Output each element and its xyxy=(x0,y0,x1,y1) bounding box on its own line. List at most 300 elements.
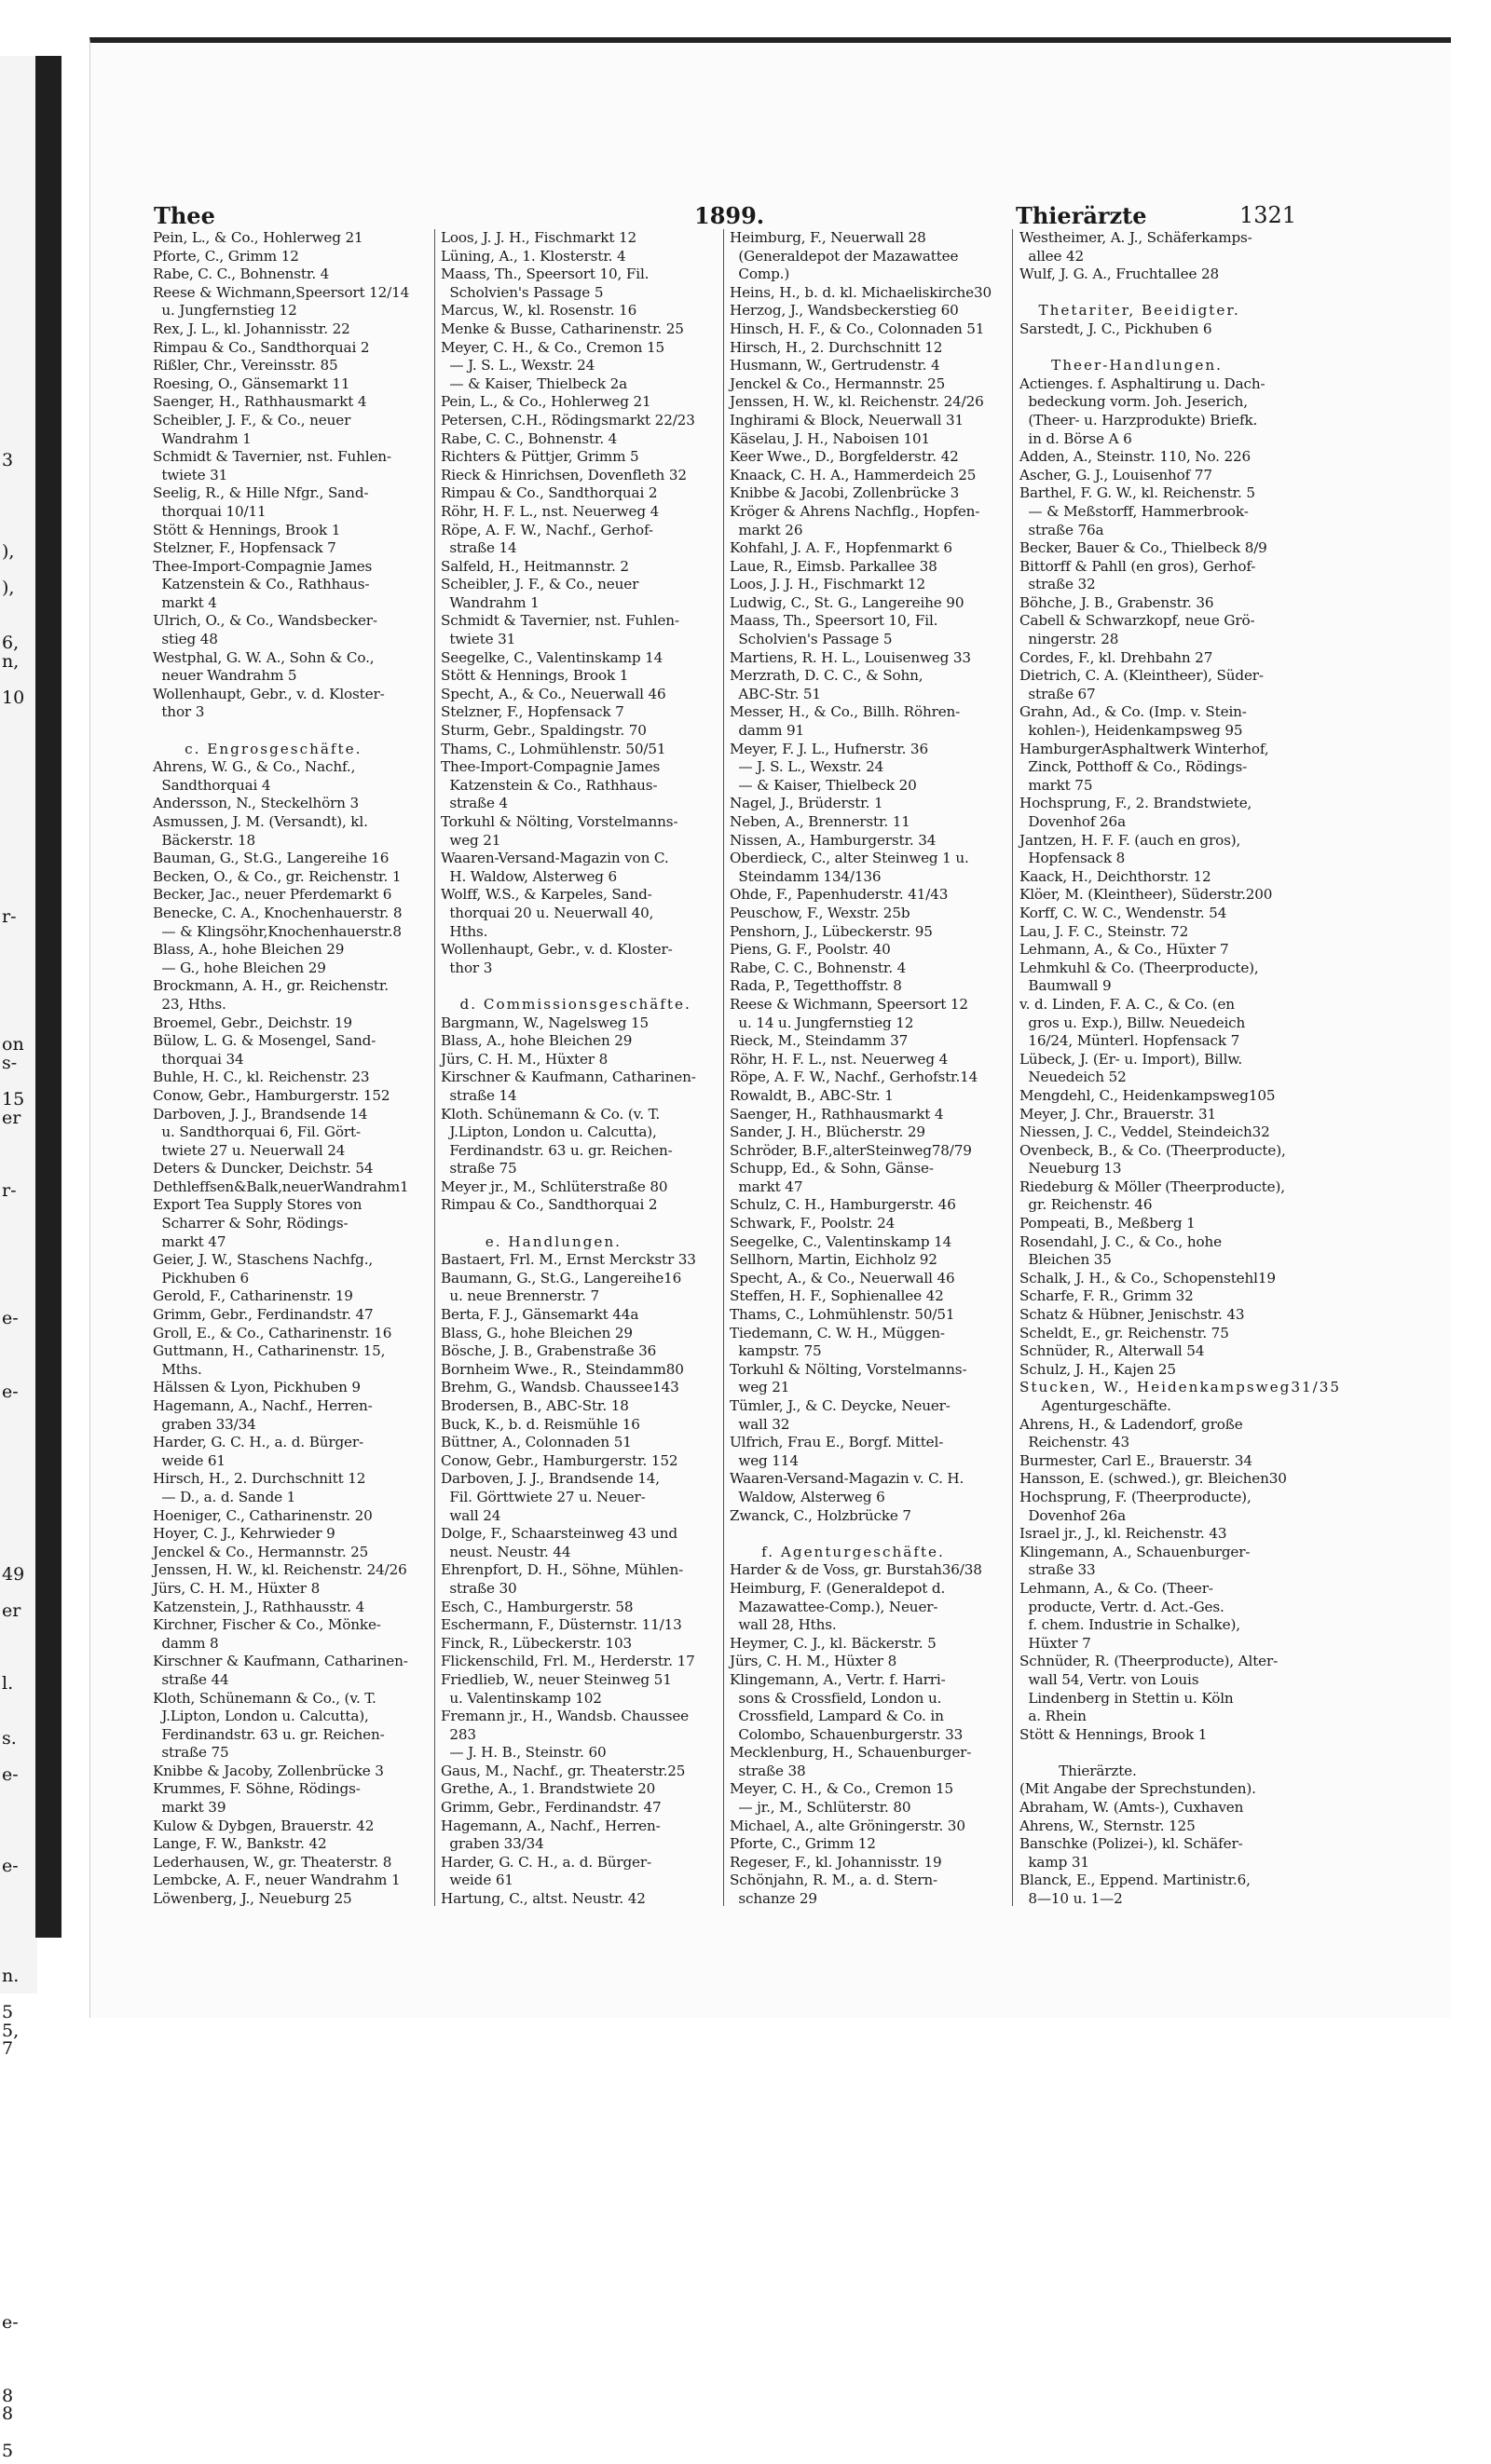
directory-entry: thorquai 34 xyxy=(153,1050,244,1068)
directory-entry: kampstr. 75 xyxy=(730,1342,822,1360)
directory-entry: Pickhuben 6 xyxy=(153,1269,250,1286)
directory-entry: Brockmann, A. H., gr. Reichenstr. xyxy=(153,977,389,995)
directory-entry: — D., a. d. Sande 1 xyxy=(153,1488,296,1505)
directory-entry: Regeser, F., kl. Johannisstr. 19 xyxy=(730,1853,942,1871)
directory-entry: Jürs, C. H. M., Hüxter 8 xyxy=(441,1050,609,1068)
directory-entry: Ulrich, O., & Co., Wandsbecker- xyxy=(153,612,377,630)
section-heading: c. Engrosgeschäfte. xyxy=(153,740,362,757)
directory-entry: kohlen-), Heidenkampsweg 95 xyxy=(1019,722,1243,740)
directory-entry: Hoeniger, C., Catharinenstr. 20 xyxy=(153,1506,373,1524)
directory-entry xyxy=(441,1215,717,1233)
directory-entry: Lederhausen, W., gr. Theaterstr. 8 xyxy=(153,1853,392,1871)
margin-fragment: e- xyxy=(2,1764,19,1786)
directory-entry: v. d. Linden, F. A. C., & Co. (en xyxy=(1019,995,1235,1013)
directory-entry: Hopfensack 8 xyxy=(1019,850,1126,867)
directory-entry: Reese & Wichmann,Speersort 12/14 xyxy=(153,283,410,301)
directory-entry: — J. S. L., Wexstr. 24 xyxy=(730,758,884,776)
directory-entry: Ovenbeck, B., & Co. (Theerproducte), xyxy=(1019,1141,1286,1159)
directory-entry: Hansson, E. (schwed.), gr. Bleichen30 xyxy=(1019,1470,1287,1488)
directory-entry: Katzenstein & Co., Rathhaus- xyxy=(153,576,370,593)
directory-entry: Thams, C., Lohmühlenstr. 50/51 xyxy=(730,1306,955,1324)
directory-entry: Meyer, F. J. L., Hufnerstr. 36 xyxy=(730,740,928,757)
directory-entry: Scholvien's Passage 5 xyxy=(441,283,604,301)
margin-fragment: er xyxy=(2,1600,21,1621)
margin-fragment: 6, xyxy=(2,633,20,654)
directory-entry: Lehmkuhl & Co. (Theerproducte), xyxy=(1019,959,1259,976)
directory-entry: Jantzen, H. F. F. (auch en gros), xyxy=(1019,831,1241,849)
directory-entry: Petersen, C.H., Rödingsmarkt 22/23 xyxy=(441,411,695,429)
directory-entry: Dolge, F., Schaarsteinweg 43 und xyxy=(441,1525,677,1543)
directory-entry: Heymer, C. J., kl. Bäckerstr. 5 xyxy=(730,1634,937,1652)
directory-entry: Darboven, J. J., Brandsende 14, xyxy=(441,1470,660,1488)
section-heading: Stucken, W., Heidenkampsweg31/35 xyxy=(1019,1379,1342,1396)
directory-entry: Hirsch, H., 2. Durchschnitt 12 xyxy=(153,1470,366,1488)
margin-fragment: 5 xyxy=(2,2440,14,2461)
directory-entry: Stelzner, F., Hopfensack 7 xyxy=(441,703,624,721)
column-rule xyxy=(434,229,435,1906)
directory-entry: Mazawattee-Comp.), Neuer- xyxy=(730,1598,938,1615)
directory-entry: Mengdehl, C., Heidenkampsweg105 xyxy=(1019,1086,1276,1104)
directory-entry: Piens, G. F., Poolstr. 40 xyxy=(730,941,891,959)
directory-entry: markt 39 xyxy=(153,1799,226,1817)
directory-entry: Thee-Import-Compagnie James xyxy=(441,758,661,776)
directory-entry: Dietrich, C. A. (Kleintheer), Süder- xyxy=(1019,667,1264,685)
directory-entry: Ascher, G. J., Louisenhof 77 xyxy=(1019,466,1212,483)
directory-entry: Thee-Import-Compagnie James xyxy=(153,557,373,575)
directory-entry: Pompeati, B., Meßberg 1 xyxy=(1019,1215,1196,1232)
directory-entry: Rabe, C. C., Bohnenstr. 4 xyxy=(730,959,907,976)
directory-entry: Blanck, E., Eppend. Martinistr.6, xyxy=(1019,1872,1251,1889)
directory-entry: 23, Hths. xyxy=(153,995,226,1013)
directory-entry: damm 8 xyxy=(153,1634,219,1652)
directory-entry: Heins, H., b. d. kl. Michaeliskirche30 xyxy=(730,283,992,301)
directory-entry: Gaus, M., Nachf., gr. Theaterstr.25 xyxy=(441,1762,686,1779)
directory-entry: Tiedemann, C. W. H., Müggen- xyxy=(730,1324,945,1341)
directory-entry: Katzenstein, J., Rathhausstr. 4 xyxy=(153,1598,365,1615)
directory-entry: Schwark, F., Poolstr. 24 xyxy=(730,1215,896,1232)
directory-entry: Friedlieb, W., neuer Steinweg 51 xyxy=(441,1670,672,1688)
directory-entry: Stelzner, F., Hopfensack 7 xyxy=(153,539,336,557)
directory-column-2 xyxy=(441,229,717,1909)
margin-fragment: on xyxy=(2,1034,24,1055)
directory-entry: Rißler, Chr., Vereinsstr. 85 xyxy=(153,357,338,374)
directory-entry: Brehm, G., Wandsb. Chaussee143 xyxy=(441,1379,679,1396)
directory-entry: Israel jr., J., kl. Reichenstr. 43 xyxy=(1019,1525,1227,1543)
directory-entry: Martiens, R. H. L., Louisenweg 33 xyxy=(730,648,971,666)
directory-entry: Kohfahl, J. A. F., Hopfenmarkt 6 xyxy=(730,539,952,557)
directory-entry: Merzrath, D. C. C., & Sohn, xyxy=(730,667,923,685)
directory-entry: straße 76a xyxy=(1019,521,1104,538)
directory-entry: Kloth. Schünemann & Co. (v. T. xyxy=(441,1105,661,1123)
directory-entry: markt 47 xyxy=(730,1178,803,1195)
directory-entry: Rex, J. L., kl. Johannisstr. 22 xyxy=(153,320,350,337)
directory-entry: Jenssen, H. W., kl. Reichenstr. 24/26 xyxy=(730,393,984,411)
directory-entry: Riedeburg & Möller (Theerproducte), xyxy=(1019,1178,1285,1195)
directory-entry: Saenger, H., Rathhausmarkt 4 xyxy=(153,393,367,411)
directory-entry: Schatz & Hübner, Jenischstr. 43 xyxy=(1019,1306,1245,1324)
directory-entry: Dovenhof 26a xyxy=(1019,813,1126,830)
directory-entry: Ahrens, H., & Ladendorf, große xyxy=(1019,1415,1243,1433)
directory-entry: Wolff, W.S., & Karpeles, Sand- xyxy=(441,886,652,904)
directory-entry: straße 14 xyxy=(441,1086,517,1104)
directory-entry: Mecklenburg, H., Schauenburger- xyxy=(730,1744,972,1762)
directory-entry: Hälssen & Lyon, Pickhuben 9 xyxy=(153,1379,361,1396)
directory-entry: Neueburg 13 xyxy=(1019,1160,1122,1178)
margin-fragment: r- xyxy=(2,906,17,928)
directory-entry: Meyer, C. H., & Co., Cremon 15 xyxy=(441,338,664,356)
directory-entry: Finck, R., Lübeckerstr. 103 xyxy=(441,1634,633,1652)
directory-entry: Dethleffsen&Balk,neuerWandrahm1 xyxy=(153,1178,409,1195)
directory-entry: Rabe, C. C., Bohnenstr. 4 xyxy=(441,429,618,447)
directory-entry: (Generaldepot der Mazawattee xyxy=(730,247,959,265)
margin-fragment: l. xyxy=(2,1673,14,1695)
section-heading: d. Commissionsgeschäfte. xyxy=(441,995,691,1013)
directory-entry: Ulfrich, Frau E., Borgf. Mittel- xyxy=(730,1434,944,1451)
directory-entry: — & Klingsöhr,Knochenhauerstr.8 xyxy=(153,922,402,940)
directory-entry: straße 75 xyxy=(153,1744,229,1762)
directory-entry: Scholvien's Passage 5 xyxy=(730,631,893,648)
directory-entry: Knibbe & Jacobi, Zollenbrücke 3 xyxy=(730,484,960,502)
directory-entry: Schröder, B.F.,alterSteinweg78/79 xyxy=(730,1141,972,1159)
directory-entry: Becken, O., & Co., gr. Reichenstr. 1 xyxy=(153,867,402,885)
directory-entry: Harder, G. C. H., a. d. Bürger- xyxy=(441,1853,651,1871)
directory-entry: Sander, J. H., Blücherstr. 29 xyxy=(730,1123,925,1141)
directory-entry: a. Rhein xyxy=(1019,1708,1087,1725)
directory-entry: Eschermann, F., Düsternstr. 11/13 xyxy=(441,1616,682,1634)
directory-entry: thor 3 xyxy=(441,959,493,976)
section-heading xyxy=(1019,1744,1299,1763)
directory-entry: Blass, A., hohe Bleichen 29 xyxy=(441,1032,633,1050)
directory-entry: J.Lipton, London u. Calcutta), xyxy=(441,1123,657,1141)
directory-entry: Keer Wwe., D., Borgfelderstr. 42 xyxy=(730,448,959,466)
directory-entry: Schmidt & Tavernier, nst. Fuhlen- xyxy=(441,612,679,630)
directory-entry: Steffen, H. F., Sophienallee 42 xyxy=(730,1287,944,1305)
directory-entry: schanze 29 xyxy=(730,1890,817,1908)
directory-entry: weg 114 xyxy=(730,1451,799,1469)
directory-entry: Kirschner & Kaufmann, Catharinen- xyxy=(441,1069,696,1086)
directory-entry: thorquai 20 u. Neuerwall 40, xyxy=(441,904,654,921)
header-year: 1899. xyxy=(694,202,765,229)
directory-entry: Rimpau & Co., Sandthorquai 2 xyxy=(153,338,370,356)
directory-entry: Bargmann, W., Nagelsweg 15 xyxy=(441,1014,649,1031)
adjacent-page-fragments xyxy=(2,0,35,2461)
directory-entry: Jenssen, H. W., kl. Reichenstr. 24/26 xyxy=(153,1561,407,1579)
margin-fragment: 3 xyxy=(2,450,14,471)
directory-entry: Ferdinandstr. 63 u. gr. Reichen- xyxy=(153,1725,385,1743)
directory-entry: Rada, P., Tegetthoffstr. 8 xyxy=(730,977,902,995)
section-heading: f. Agenturgeschäfte. xyxy=(730,1543,945,1560)
directory-entry: Specht, A., & Co., Neuerwall 46 xyxy=(441,685,666,702)
directory-entry: Bleichen 35 xyxy=(1019,1251,1112,1269)
directory-entry: Roesing, O., Gänsemarkt 11 xyxy=(153,374,350,392)
directory-entry: Lau, J. F. C., Steinstr. 72 xyxy=(1019,922,1189,940)
directory-entry: Wollenhaupt, Gebr., v. d. Kloster- xyxy=(153,685,385,702)
directory-entry: Scharfe, F. R., Grimm 32 xyxy=(1019,1287,1194,1305)
directory-entry: stieg 48 xyxy=(153,631,218,648)
directory-entry: Saenger, H., Rathhausmarkt 4 xyxy=(730,1105,944,1123)
margin-fragment: e- xyxy=(2,2312,19,2334)
directory-entry: Mths. xyxy=(153,1360,202,1378)
directory-entry: Cabell & Schwarzkopf, neue Grö- xyxy=(1019,612,1255,630)
directory-entry: kamp 31 xyxy=(1019,1853,1089,1871)
directory-entry: Bittorff & Pahll (en gros), Gerhof- xyxy=(1019,557,1256,575)
directory-entry: Tümler, J., & C. Deycke, Neuer- xyxy=(730,1397,951,1414)
directory-entry: Ludwig, C., St. G., Langereihe 90 xyxy=(730,593,964,611)
column-rule xyxy=(1012,229,1013,1906)
directory-entry: graben 33/34 xyxy=(441,1835,544,1853)
directory-entry: Seegelke, C., Valentinskamp 14 xyxy=(441,648,663,666)
directory-entry: straße 32 xyxy=(1019,576,1096,593)
directory-entry: Rieck & Hinrichsen, Dovenfleth 32 xyxy=(441,466,687,483)
directory-entry: Waaren-Versand-Magazin v. C. H. xyxy=(730,1470,964,1488)
directory-entry: Conow, Gebr., Hamburgerstr. 152 xyxy=(441,1451,678,1469)
directory-entry: weide 61 xyxy=(153,1451,226,1469)
directory-entry: Gerold, F., Catharinenstr. 19 xyxy=(153,1287,353,1305)
directory-entry: Schulz, C. H., Hamburgerstr. 46 xyxy=(730,1196,956,1214)
directory-entry: Schalk, J. H., & Co., Schopenstehl19 xyxy=(1019,1269,1276,1286)
directory-entry: Käselau, J. H., Naboisen 101 xyxy=(730,429,931,447)
directory-entry: Kirschner & Kaufmann, Catharinen- xyxy=(153,1653,408,1670)
directory-entry: Stött & Hennings, Brook 1 xyxy=(1019,1725,1208,1743)
margin-fragment: 5 xyxy=(2,2002,14,2023)
directory-entry: Geier, J. W., Staschens Nachfg., xyxy=(153,1251,374,1269)
directory-entry: Meyer jr., M., Schlüterstraße 80 xyxy=(441,1178,668,1195)
directory-entry: Actienges. f. Asphaltirung u. Dach- xyxy=(1019,374,1265,392)
directory-entry: Sandthorquai 4 xyxy=(153,776,271,794)
directory-entry: Rieck, M., Steindamm 37 xyxy=(730,1032,909,1050)
directory-entry: Grimm, Gebr., Ferdinandstr. 47 xyxy=(441,1799,662,1817)
directory-entry: Wandrahm 1 xyxy=(153,429,252,447)
directory-entry: Röhr, H. F. L., nst. Neuerweg 4 xyxy=(441,502,660,520)
directory-entry: Schupp, Ed., & Sohn, Gänse- xyxy=(730,1160,934,1178)
directory-entry: Lehmann, A., & Co., Hüxter 7 xyxy=(1019,941,1229,959)
directory-entry: Thams, C., Lohmühlenstr. 50/51 xyxy=(441,740,666,757)
directory-entry: 8—10 u. 1—2 xyxy=(1019,1890,1123,1908)
directory-entry: Menke & Busse, Catharinenstr. 25 xyxy=(441,320,684,337)
directory-entry: Becker, Jac., neuer Pferdemarkt 6 xyxy=(153,886,392,904)
directory-entry: Löwenberg, J., Neueburg 25 xyxy=(153,1890,352,1908)
directory-column-4 xyxy=(1019,229,1342,1909)
directory-entry: Baumwall 9 xyxy=(1019,977,1112,995)
directory-entry: Richters & Püttjer, Grimm 5 xyxy=(441,448,639,466)
directory-entry: Röpe, A. F. W., Nachf., Gerhofstr.14 xyxy=(730,1069,978,1086)
directory-entry: Sellhorn, Martin, Eichholz 92 xyxy=(730,1251,937,1269)
directory-entry: Grethe, A., 1. Brandstwiete 20 xyxy=(441,1780,656,1798)
directory-entry: Peuschow, F., Wexstr. 25b xyxy=(730,904,910,921)
margin-fragment: 7 xyxy=(2,2038,14,2060)
directory-entry: Penshorn, J., Lübeckerstr. 95 xyxy=(730,922,933,940)
directory-entry: Reese & Wichmann, Speersort 12 xyxy=(730,995,968,1013)
directory-entry: Niessen, J. C., Veddel, Steindeich32 xyxy=(1019,1123,1270,1141)
directory-entry: gros u. Exp.), Billw. Neuedeich xyxy=(1019,1014,1246,1031)
directory-entry: (Mit Angabe der Sprechstunden). xyxy=(1019,1780,1256,1798)
directory-entry: Andersson, N., Steckelhörn 3 xyxy=(153,795,359,812)
directory-entry: — J. H. B., Steinstr. 60 xyxy=(441,1744,607,1762)
directory-entry: Sturm, Gebr., Spaldingstr. 70 xyxy=(441,722,647,740)
directory-entry: straße 44 xyxy=(153,1670,229,1688)
directory-entry: Agenturgeschäfte. xyxy=(1019,1397,1171,1414)
directory-entry: graben 33/34 xyxy=(153,1415,256,1433)
directory-entry: Klingemann, A., Vertr. f. Harri- xyxy=(730,1670,946,1688)
margin-fragment: s- xyxy=(2,1053,18,1073)
directory-entry xyxy=(730,1525,1005,1544)
directory-entry: J.Lipton, London u. Calcutta), xyxy=(153,1708,369,1725)
directory-entry: straße 38 xyxy=(730,1762,806,1779)
directory-entry: Lembcke, A. F., neuer Wandrahm 1 xyxy=(153,1872,401,1889)
section-heading: Thetariter, Beeidigter. xyxy=(1019,302,1240,320)
directory-entry: Heimburg, F., Neuerwall 28 xyxy=(730,229,926,246)
directory-entry: Rimpau & Co., Sandthorquai 2 xyxy=(441,1196,658,1214)
directory-entry: Büttner, A., Colonnaden 51 xyxy=(441,1434,632,1451)
directory-entry: Ferdinandstr. 63 u. gr. Reichen- xyxy=(441,1141,673,1159)
directory-entry: Zwanck, C., Holzbrücke 7 xyxy=(730,1506,911,1524)
directory-entry: u. Sandthorquai 6, Fil. Gört- xyxy=(153,1123,361,1141)
directory-entry: straße 67 xyxy=(1019,685,1096,702)
margin-fragment: ), xyxy=(2,578,15,599)
directory-entry: Laue, R., Eimsb. Parkallee 38 xyxy=(730,557,937,575)
directory-entry: Heimburg, F. (Generaldepot d. xyxy=(730,1579,946,1597)
directory-entry: sons & Crossfield, London u. xyxy=(730,1689,942,1707)
margin-fragment: 49 xyxy=(2,1563,25,1585)
directory-entry: Baumann, G., St.G., Langereihe16 xyxy=(441,1269,682,1286)
directory-entry: Waaren-Versand-Magazin von C. xyxy=(441,850,669,867)
directory-entry: Neben, A., Brennerstr. 11 xyxy=(730,813,910,830)
directory-entry: Hüxter 7 xyxy=(1019,1634,1091,1652)
directory-entry: Pforte, C., Grimm 12 xyxy=(730,1835,876,1853)
directory-entry: Seelig, R., & Hille Nfgr., Sand- xyxy=(153,484,369,502)
directory-entry: ABC-Str. 51 xyxy=(730,685,821,702)
directory-entry: Blass, G., hohe Bleichen 29 xyxy=(441,1324,633,1341)
directory-entry: wall 32 xyxy=(730,1415,790,1433)
directory-entry: Bauman, G., St.G., Langereihe 16 xyxy=(153,850,390,867)
directory-entry: Benecke, C. A., Knochenhauerstr. 8 xyxy=(153,904,403,921)
directory-entry: 16/24, Münterl. Hopfensack 7 xyxy=(1019,1032,1240,1050)
directory-entry: Bäckerstr. 18 xyxy=(153,831,256,849)
directory-entry: f. chem. Industrie in Schalke), xyxy=(1019,1616,1240,1634)
directory-entry: Wandrahm 1 xyxy=(441,593,540,611)
directory-entry: Röpe, A. F. W., Nachf., Gerhof- xyxy=(441,521,653,538)
directory-entry: Hochsprung, F., 2. Brandstwiete, xyxy=(1019,795,1252,812)
directory-entry: Burmester, Carl E., Brauerstr. 34 xyxy=(1019,1451,1252,1469)
directory-entry: Berta, F. J., Gänsemarkt 44a xyxy=(441,1306,639,1324)
margin-fragment: 15 xyxy=(2,1089,25,1110)
margin-fragment: e- xyxy=(2,1856,19,1877)
directory-entry: Neuedeich 52 xyxy=(1019,1069,1127,1086)
directory-entry: Jürs, C. H. M., Hüxter 8 xyxy=(730,1653,897,1670)
directory-column-3 xyxy=(730,229,1005,1909)
directory-entry: Sarstedt, J. C., Pickhuben 6 xyxy=(1019,320,1212,337)
directory-entry: Jenckel & Co., Hermannstr. 25 xyxy=(730,374,946,392)
directory-entry: neust. Neustr. 44 xyxy=(441,1543,571,1560)
directory-entry: straße 4 xyxy=(441,795,508,812)
directory-entry: Kulow & Dybgen, Brauerstr. 42 xyxy=(153,1817,375,1834)
directory-entry: Marcus, W., kl. Rosenstr. 16 xyxy=(441,302,637,320)
directory-entry: Deters & Duncker, Deichstr. 54 xyxy=(153,1160,374,1178)
directory-entry: Esch, C., Hamburgerstr. 58 xyxy=(441,1598,634,1615)
directory-entry: Thierärzte. xyxy=(1019,1762,1137,1779)
directory-entry: straße 30 xyxy=(441,1579,517,1597)
directory-entry: straße 75 xyxy=(441,1160,517,1178)
directory-entry: HamburgerAsphaltwerk Winterhof, xyxy=(1019,740,1269,757)
directory-entry: Schnüder, R. (Theerproducte), Alter- xyxy=(1019,1653,1279,1670)
margin-fragment: ), xyxy=(2,541,15,563)
directory-entry: weide 61 xyxy=(441,1872,513,1889)
directory-entry: Westphal, G. W. A., Sohn & Co., xyxy=(153,648,375,666)
directory-entry: u. Jungfernstieg 12 xyxy=(153,302,297,320)
directory-entry: — & Kaiser, Thielbeck 2a xyxy=(441,374,627,392)
directory-entry: twiete 31 xyxy=(153,466,228,483)
directory-entry: Broemel, Gebr., Deichstr. 19 xyxy=(153,1014,352,1031)
directory-entry: markt 75 xyxy=(1019,776,1093,794)
directory-entry: Ohde, F., Papenhuderstr. 41/43 xyxy=(730,886,949,904)
directory-entry: Michael, A., alte Gröningerstr. 30 xyxy=(730,1817,965,1834)
directory-entry: Nissen, A., Hamburgerstr. 34 xyxy=(730,831,937,849)
directory-entry: Knibbe & Jacoby, Zollenbrücke 3 xyxy=(153,1762,384,1779)
directory-entry xyxy=(1019,339,1299,358)
section-heading: e. Handlungen. xyxy=(441,1232,622,1250)
directory-entry: u. 14 u. Jungfernstieg 12 xyxy=(730,1014,914,1031)
directory-entry: Scheibler, J. F., & Co., neuer xyxy=(441,576,639,593)
directory-entry: ningerstr. 28 xyxy=(1019,631,1119,648)
directory-entry: Katzenstein & Co., Rathhaus- xyxy=(441,776,658,794)
directory-entry: Guttmann, H., Catharinenstr. 15, xyxy=(153,1342,386,1360)
page-number: 1321 xyxy=(1239,202,1297,228)
directory-entry: Röhr, H. F. L., nst. Neuerweg 4 xyxy=(730,1050,949,1068)
directory-entry: Krummes, F. Söhne, Rödings- xyxy=(153,1780,361,1798)
directory-entry: straße 33 xyxy=(1019,1561,1096,1579)
directory-entry: Waldow, Alsterweg 6 xyxy=(730,1488,885,1505)
directory-entry: Lübeck, J. (Er- u. Import), Billw. xyxy=(1019,1050,1243,1068)
directory-entry: Westheimer, A. J., Schäferkamps- xyxy=(1019,229,1252,246)
directory-entry: Kaack, H., Deichthorstr. 12 xyxy=(1019,867,1211,885)
directory-entry: thorquai 10/11 xyxy=(153,502,267,520)
directory-entry: Kröger & Ahrens Nachflg., Hopfen- xyxy=(730,502,980,520)
directory-entry: Rowaldt, B., ABC-Str. 1 xyxy=(730,1086,894,1104)
directory-entry: Korff, C. W. C., Wendenstr. 54 xyxy=(1019,904,1227,921)
directory-entry: Schnüder, R., Alterwall 54 xyxy=(1019,1342,1205,1360)
section-heading: Theer-Handlungen. xyxy=(1019,357,1223,374)
directory-entry: Buhle, H. C., kl. Reichenstr. 23 xyxy=(153,1069,370,1086)
directory-entry: Hinsch, H. F., & Co., Colonnaden 51 xyxy=(730,320,985,337)
directory-entry: Husmann, W., Gertrudenstr. 4 xyxy=(730,357,940,374)
directory-entry: allee 42 xyxy=(1019,247,1085,265)
directory-entry: 283 xyxy=(441,1725,476,1743)
directory-entry: Fil. Görttwiete 27 u. Neuer- xyxy=(441,1488,646,1505)
directory-entry: Seegelke, C., Valentinskamp 14 xyxy=(730,1232,952,1250)
directory-entry: markt 26 xyxy=(730,521,803,538)
directory-entry: Böhche, J. B., Grabenstr. 36 xyxy=(1019,593,1214,611)
directory-entry: Flickenschild, Frl. M., Herderstr. 17 xyxy=(441,1653,695,1670)
directory-entry: u. Valentinskamp 102 xyxy=(441,1689,602,1707)
directory-entry: Meyer, J. Chr., Brauerstr. 31 xyxy=(1019,1105,1217,1123)
directory-entry: Schönjahn, R. M., a. d. Stern- xyxy=(730,1872,937,1889)
directory-entry: Messer, H., & Co., Billh. Röhren- xyxy=(730,703,961,721)
margin-fragment: 5, xyxy=(2,2020,20,2041)
directory-entry: Loos, J. J. H., Fischmarkt 12 xyxy=(441,229,636,246)
directory-entry: in d. Börse A 6 xyxy=(1019,429,1132,447)
directory-entry: Darboven, J. J., Brandsende 14 xyxy=(153,1105,368,1123)
page-header xyxy=(154,202,1342,230)
directory-entry: Maass, Th., Speersort 10, Fil. xyxy=(730,612,938,630)
directory-entry: Becker, Bauer & Co., Thielbeck 8/9 xyxy=(1019,539,1267,557)
directory-entry: bedeckung vorm. Joh. Jeserich, xyxy=(1019,393,1248,411)
directory-entry xyxy=(1019,284,1299,303)
directory-entry: u. neue Brennerstr. 7 xyxy=(441,1287,600,1305)
directory-entry: Kirchner, Fischer & Co., Mönke- xyxy=(153,1616,381,1634)
directory-entry: Lüning, A., 1. Klosterstr. 4 xyxy=(441,247,626,265)
directory-entry: Hths. xyxy=(441,922,488,940)
directory-entry: Schulz, J. H., Kajen 25 xyxy=(1019,1360,1176,1378)
